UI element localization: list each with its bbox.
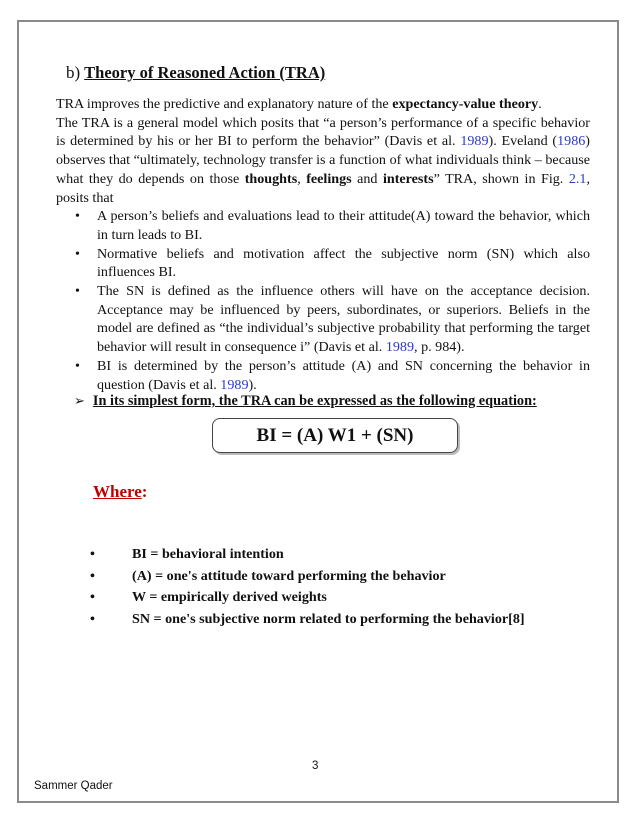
definition-item [90, 587, 590, 609]
list-item [56, 357, 590, 394]
definition-item [90, 544, 590, 566]
p2-sep: and [351, 170, 383, 187]
p2-text-e: , posits that [56, 170, 590, 206]
definition-item [90, 609, 590, 631]
bold-term-thoughts: thoughts [244, 170, 298, 187]
definition-text: SN = one's subjective norm related to performing the behavior[8] [132, 610, 525, 627]
equation-formula: BI = (A) W1 + (SN) [256, 424, 414, 446]
p2-text-b: ). Eveland ( [488, 133, 558, 150]
citation-link[interactable]: 1989 [460, 133, 489, 150]
p2-sep: , [297, 170, 307, 187]
definition-item [90, 566, 590, 588]
definition-text: (A) = one's attitude toward performing the behavior [132, 567, 446, 584]
where-heading [93, 482, 147, 502]
list-item [56, 245, 590, 282]
bullet-icon: • [90, 546, 95, 562]
intro-paragraph-1 [56, 95, 590, 114]
bullet-list [56, 207, 590, 394]
section-heading [66, 63, 325, 83]
intro-paragraph-2 [56, 114, 590, 208]
bullet-icon: • [90, 567, 95, 584]
equation-box [212, 418, 458, 453]
list-item [56, 282, 590, 357]
footer-author: Sammer Qader [34, 780, 113, 792]
p1-text: TRA improves the predictive and explanatory nature of the [56, 96, 393, 112]
p1-end: . [538, 96, 542, 112]
where-colon: : [141, 482, 148, 501]
section-title: Theory of Reasoned Action (TRA) [84, 63, 326, 82]
bold-term-interests: interests [382, 170, 434, 187]
bold-term-feelings: feelings [306, 170, 352, 187]
body-text [56, 95, 590, 394]
bullet-icon: • [75, 283, 80, 300]
definition-text: W = empirically derived weights [132, 589, 327, 605]
bullet-icon: • [75, 245, 80, 262]
p2-text-d: ” TRA, shown in Fig. [433, 170, 569, 187]
equation-intro [74, 393, 537, 410]
where-label: Where [93, 482, 142, 501]
bullet-text: ). [248, 376, 257, 393]
bullet-icon: • [90, 610, 95, 627]
bullet-icon: • [75, 357, 80, 374]
arrow-bullet-icon: ➢ [74, 394, 85, 409]
p2-text-a: The TRA is a general model which posits that “a person’s performance of a specific behavior is determined by his or her BI to perform the behavior” (Davis et al. [56, 114, 590, 150]
bullet-icon: • [90, 589, 95, 605]
bullet-text: A person’s beliefs and evaluations lead to their attitude(A) toward the behavior, which in turn leads to BI. [97, 208, 590, 243]
list-item [56, 207, 590, 244]
bullet-text: The SN is defined as the influence others will have on the acceptance decision. Acceptance may be influenced by peers, subordinates, or superiors. Beliefs in the model are defined as “the individual’s subjective probability that performing the target behavior will result in consequence i” (Davis et al. [97, 283, 590, 356]
citation-link[interactable]: 1986 [557, 133, 586, 150]
citation-link[interactable]: 1989 [220, 376, 249, 393]
page-number: 3 [312, 760, 319, 772]
bullet-icon: • [75, 208, 80, 225]
equation-intro-text: In its simplest form, the TRA can be expressed as the following equation: [92, 393, 537, 409]
definition-text: BI = behavioral intention [132, 546, 284, 562]
figure-link[interactable]: 2.1 [568, 170, 587, 187]
citation-link[interactable]: 1989 [385, 339, 415, 356]
p1-bold-term: expectancy-value theory [392, 96, 539, 112]
section-marker: b) [66, 63, 81, 82]
bullet-text: BI is determined by the person’s attitude (A) and SN concerning the behavior in question (Davis et al. [97, 357, 590, 393]
definition-list [90, 544, 590, 630]
p2-text-c: ) observes that “ultimately, technology transfer is a function of what individuals think – because what they do depends on those [56, 133, 590, 187]
bullet-text: Normative beliefs and motivation affect the subjective norm (SN) which also influences BI. [97, 245, 590, 281]
bullet-text: , p. 984). [414, 339, 465, 356]
